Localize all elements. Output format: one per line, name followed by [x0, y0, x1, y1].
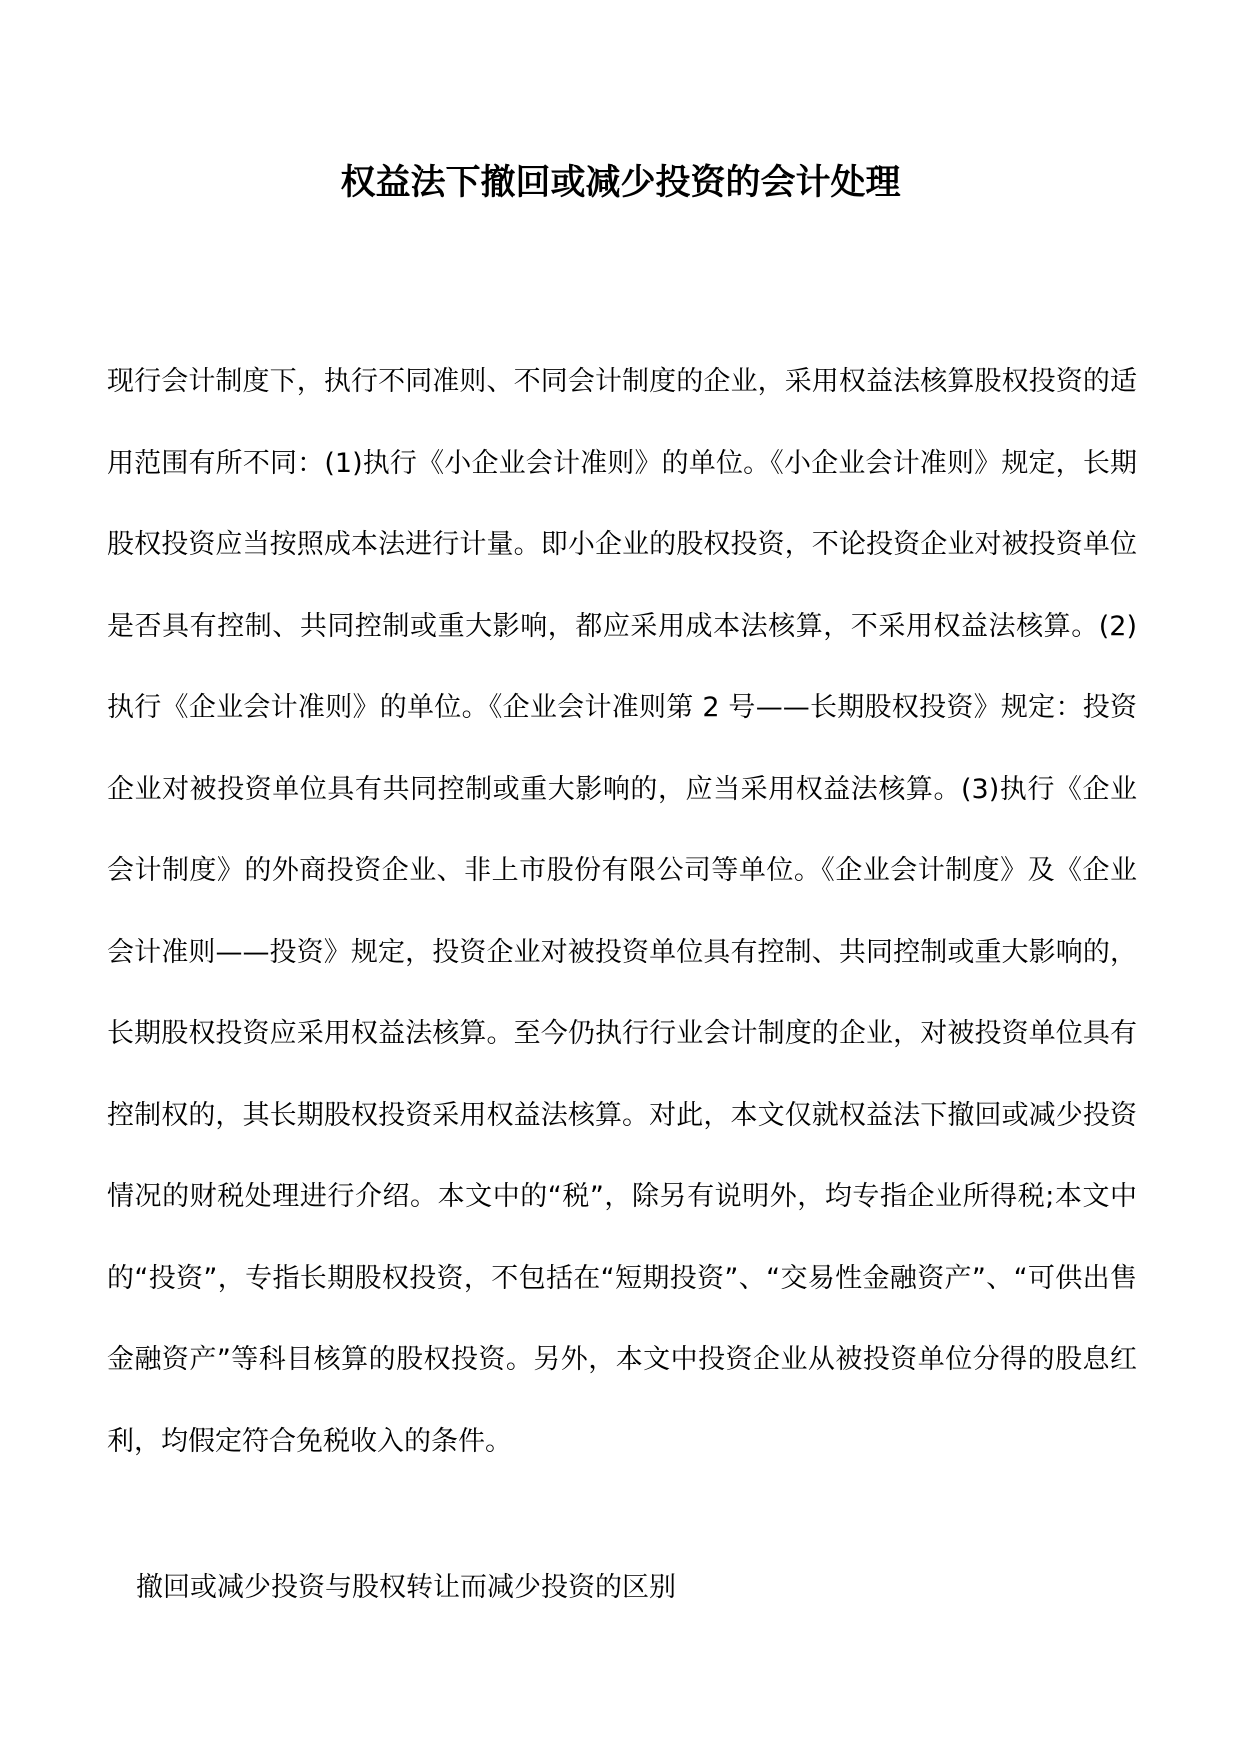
section-subheading: 撤回或减少投资与股权转让而减少投资的区别 [136, 1572, 676, 1603]
body-paragraph: 现行会计制度下，执行不同准则、不同会计制度的企业，采用权益法核算股权投资的适用范围有所不同：(1)执行《小企业会计准则》的单位。《小企业会计准则》规定，长期股权投资应当按照成本法进行计量。即小企业的股权投资，不论投资企业对被投资单位是否具有控制、共同控制或重大影响，都应采用成本法核算，不采用权益法核算。(2)执行《企业会计准则》的单位。《企业会计准则第 2 号——长期股权投资》规定：投资企业对被投资单位具有共同控制或重大影响的，应当采用权益法核算。(3)执行《企业会计制度》的外商投资企业、非上市股份有限公司等单位。《企业会计制度》及《企业会计准则——投资》规定，投资企业对被投资单位具有控制、共同控制或重大影响的，长期股权投资应采用权益法核算。至今仍执行行业会计制度的企业，对被投资单位具有控制权的，其长期股权投资采用权益法核算。对此，本文仅就权益法下撤回或减少投资情况的财税处理进行介绍。本文中的“税”，除另有说明外，均专指企业所得税;本文中的“投资”，专指长期股权投资，不包括在“短期投资”、“交易性金融资产”、“可供出售金融资产”等科目核算的股权投资。另外，本文中投资企业从被投资单位分得的股息红利，均假定符合免税收入的条件。 [107, 366, 1137, 1457]
document-title: 权益法下撤回或减少投资的会计处理 [340, 162, 901, 203]
